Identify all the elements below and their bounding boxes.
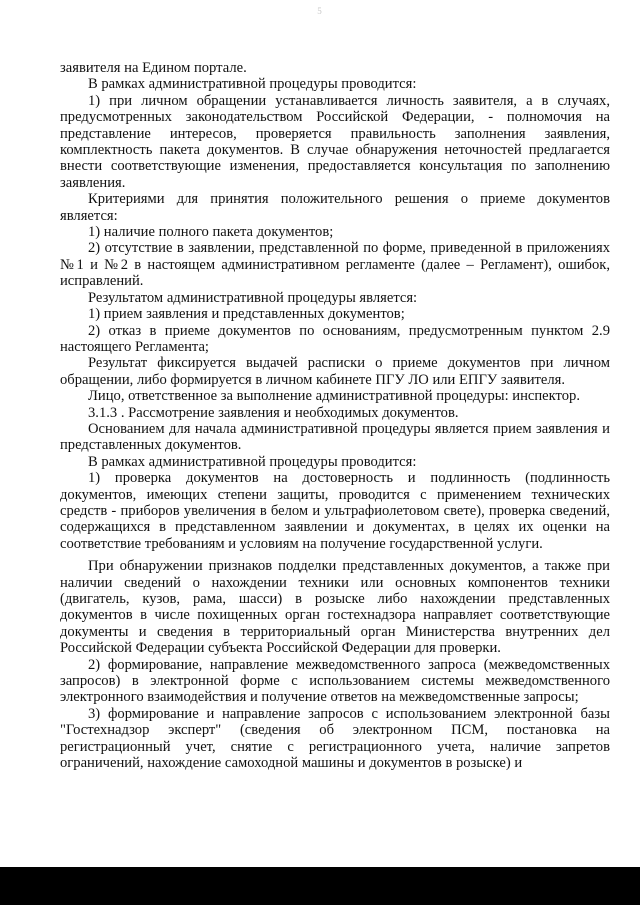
paragraph: 2) формирование, направление межведомственного запроса (межведомственных запросов) в электронной форме с использованием системы межведомственного электронного взаимодействия и получение ответов на межведомственные запросы;	[60, 656, 610, 706]
paragraph: заявителя на Едином портале.	[60, 60, 247, 76]
paragraph: В рамках административной процедуры проводится:	[88, 453, 417, 470]
paragraph: Результатом административной процедуры является:	[88, 289, 418, 306]
paragraph: Результат фиксируется выдачей расписки о приеме документов при личном обращении, либо формируется в личном кабинете ПГУ ЛО или ЕПГУ заявителя.	[60, 355, 610, 388]
paragraph: 1) проверка документов на достоверность и подлинность (подлинность документов, имеющих степени защиты, проводится с применением технических средств - приборов увеличения в белом и ультрафиолетовом свете), проверка сведений, содержащихся в представленном заявлении и документах, в целях их оценки на соответствие требованиям и условиям на получение государственной услуги.	[60, 470, 610, 552]
paragraph: Критериями для принятия положительного решения о приеме документов является:	[60, 191, 610, 224]
section-heading: 3.1.3 . Рассмотрение заявления и необходимых документов.	[88, 404, 459, 421]
paragraph: Основанием для начала административной процедуры является прием заявления и представленных документов.	[60, 420, 610, 454]
paragraph: 1) наличие полного пакета документов;	[88, 224, 334, 241]
page-number: 5	[317, 6, 323, 16]
paragraph: 1) при личном обращении устанавливается личность заявителя, а в случаях, предусмотренных законодательством Российской Федерации, - полномочия на представление интересов, проверяется правильность заполнения заявления, комплектность пакета документов. В случае обнаружения неточностей предлагается внести соответствующие изменения, предоставляется консультация по заполнению заявления.	[60, 92, 610, 191]
paragraph: 2) отказ в приеме документов по основаниям, предусмотренным пунктом 2.9 настоящего Регламента;	[60, 322, 610, 355]
paragraph: При обнаружении признаков подделки представленных документов, а также при наличии сведений о нахождении техники или основных компонентов техники (двигатель, кузов, рама, шасси) в розыске либо нахождении представленных документов в числе похищенных орган гостехнадзора направляет соответствующие документы и сведения в территориальный орган Министерства внутренних дел Российской Федерации субъекта Российской Федерации для проверки.	[60, 558, 610, 657]
paragraph: Лицо, ответственное за выполнение административной процедуры: инспектор.	[88, 388, 580, 405]
document-body	[60, 60, 610, 771]
paragraph: 3) формирование и направление запросов с использованием электронной базы "Гостехнадзор эксперт" (сведения об электронном ПСМ, постановка на регистрационный учет, снятие с регистрационного учета, наличие запретов ограничений, нахождение самоходной машины и документов в розыске) и	[60, 705, 610, 772]
paragraph: 2) отсутствие в заявлении, представленной по форме, приведенной в приложениях №1 и №2 в настоящем административном регламенте (далее – Регламент), ошибок, исправлений.	[60, 240, 610, 290]
scan-bottom-edge	[0, 867, 640, 905]
paragraph: В рамках административной процедуры проводится:	[88, 76, 417, 93]
paragraph: 1) прием заявления и представленных документов;	[88, 306, 405, 323]
